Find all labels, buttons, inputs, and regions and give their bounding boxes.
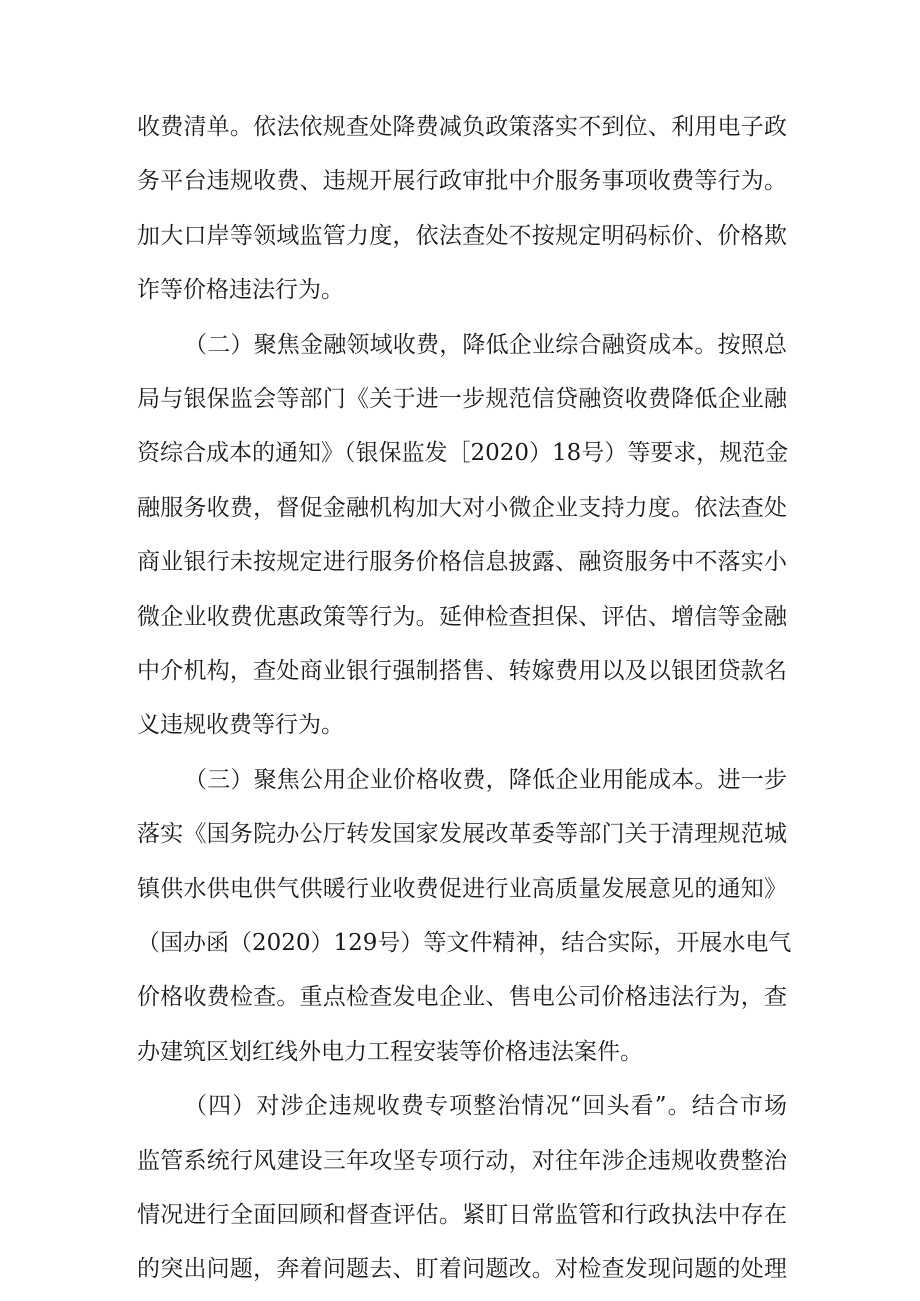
text-line: 务平台违规收费、违规开展行政审批中介服务事项收费等行为。 bbox=[137, 168, 787, 195]
text-line: 加大口岸等领域监管力度，依法查处不按规定明码标价、价格欺 bbox=[137, 222, 787, 249]
text-line: 情况进行全面回顾和督查评估。紧盯日常监管和行政执法中存在 bbox=[137, 1202, 787, 1228]
text-line: 办建筑区划红线外电力工程安装等价格违法案件。 bbox=[137, 1038, 643, 1065]
text-line: 资综合成本的通知》（银保监发［2020）18号）等要求，规范金 bbox=[137, 440, 789, 467]
paragraph-heading-2: （二）聚焦金融领域收费，降低企业综合融资成本。按照总 bbox=[184, 331, 787, 358]
text-line: 商业银行未按规定进行服务价格信息披露、融资服务中不落实小 bbox=[137, 549, 787, 576]
paragraph-heading-4: （四）对涉企违规收费专项整治情况“回头看”。结合市场 bbox=[184, 1093, 787, 1120]
paragraph-heading-3: （三）聚焦公用企业价格收费，降低企业用能成本。进一步 bbox=[184, 766, 787, 793]
text-line: （国办函（2020）129号）等文件精神，结合实际，开展水电气 bbox=[137, 930, 792, 956]
text-line: 价格收费检查。重点检查发电企业、售电公司价格违法行为，查 bbox=[137, 984, 787, 1011]
text-line: 的突出问题，奔着问题去、盯着问题改。对检查发现问题的处理 bbox=[137, 1256, 787, 1283]
text-line: 义违规收费等行为。 bbox=[137, 712, 344, 739]
text-line: 镇供水供电供气供暖行业收费促进行业高质量发展意见的通知》 bbox=[137, 875, 787, 902]
text-line: 融服务收费，督促金融机构加大对小微企业支持力度。依法查处 bbox=[137, 494, 787, 521]
text-line: 诈等价格违法行为。 bbox=[137, 277, 344, 304]
text-line: 收费清单。依法依规查处降费减负政策落实不到位、利用电子政 bbox=[137, 114, 787, 140]
text-line: 中介机构，查处商业银行强制搭售、转嫁费用以及以银团贷款名 bbox=[137, 658, 787, 684]
text-line: 监管系统行风建设三年攻坚专项行动，对往年涉企违规收费整治 bbox=[137, 1147, 787, 1174]
text-line: 落实《国务院办公厅转发国家发展改革委等部门关于清理规范城 bbox=[137, 821, 787, 848]
text-line: 微企业收费优惠政策等行为。延伸检查担保、评估、增信等金融 bbox=[137, 603, 787, 630]
text-line: 局与银保监会等部门《关于进一步规范信贷融资收费降低企业融 bbox=[137, 386, 787, 412]
